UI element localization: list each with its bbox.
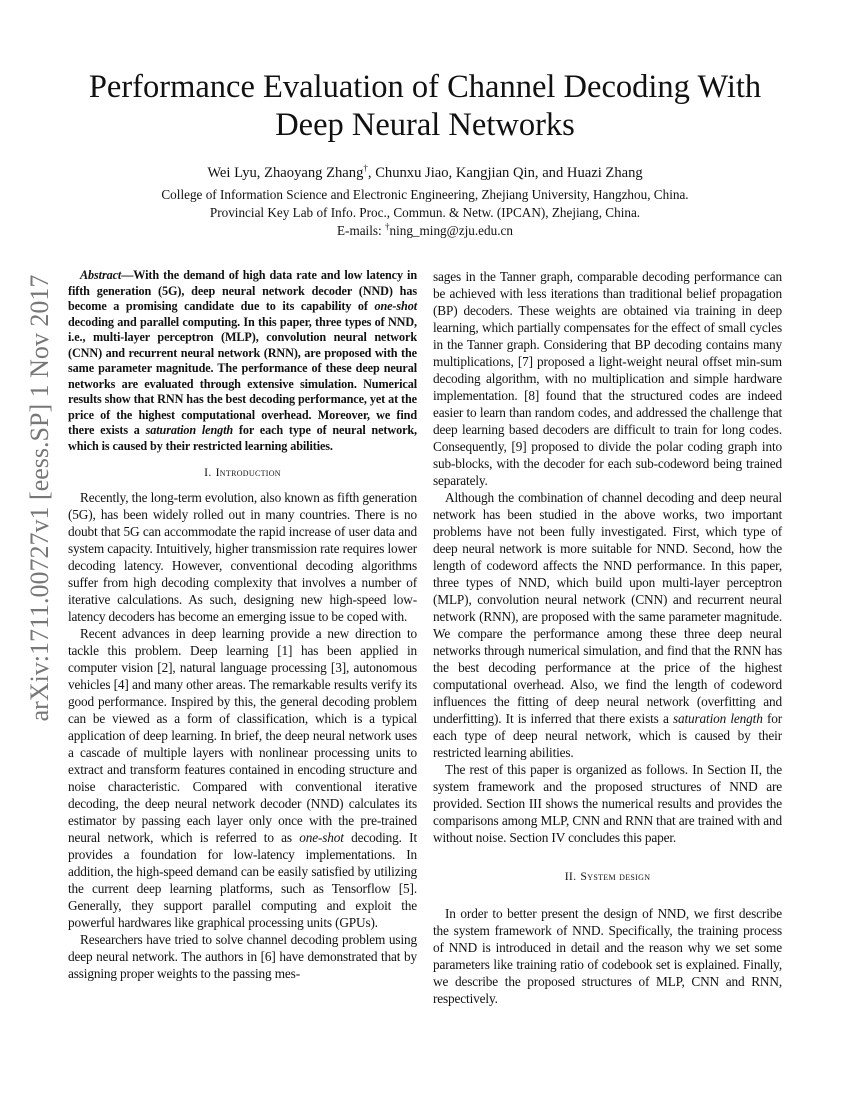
paper-title [40, 68, 810, 144]
email-address: ning_ming@zju.edu.cn [389, 223, 513, 238]
section-heading-introduction: I. Introduction [204, 465, 281, 479]
author-list: Wei Lyu, Zhaoyang Zhang†, Chunxu Jiao, Kangjian Qin, and Huazi Zhang [207, 163, 643, 181]
paper-title-line-2: Deep Neural Networks [275, 107, 575, 143]
paragraph: Recent advances in deep learning provide a new direction to tackle this problem. Deep learning [1] has been applied in computer vision [2], natural language processing [3], autonomous vehicles [4] and many other areas. The remarkable results verify its good performance. Inspired by this, the general decoding problem can be viewed as a form of classification, which is a typical application of deep learning. In brief, the deep neural network uses a cascade of multiple layers with nonlinear processing units to extract and transform features contained in encoding structure and noise characteristic. Compared with conventional iterative decoding, the deep neural network decoder (NND) calculates its estimator by passing each layer only once with the pre-trained neural network, which is referred to as one-shot decoding. It provides a foundation for low-latency implementations. In addition, the high-speed demand can be easily satisfied by utilizing the current deep learning platforms, such as Tensorflow [5]. Generally, they support parallel computing and exploit the powerful hardwares like graphical processing units (GPUs). [68, 626, 417, 930]
dagger-mark: † [384, 221, 390, 232]
paragraph: Recently, the long-term evolution, also known as fifth generation (5G), has been widely rolled out in many countries. There is no doubt that 5G can accommodate the rapid increase of user data and system capacity. Intuitively, higher transmission rate requires lower decoding latency. However, conventional decoding algorithms suffer from high decoding complexity that involves a number of iterative calculations. As such, designing new high-speed low-latency decoders has become an emerging issue to be coped with. [68, 490, 417, 624]
paragraph: Researchers have tried to solve channel decoding problem using deep neural network. The authors in [6] have demonstrated that by assigning proper weights to the passing mes- [68, 932, 417, 981]
section-heading-system-design: II. System design [564, 869, 651, 883]
abstract: Abstract—With the demand of high data rate and low latency in fifth generation (5G), deep neural network decoder (NND) has become a promising candidate due to its capability of one-shot decoding and parallel computing. In this paper, three types of NND, i.e., multi-layer perceptron (MLP), convolution neural network (CNN) and recurrent neural network (RNN), are proposed with the same parameter magnitude. The performance of these deep neural networks are evaluated through extensive simulation. Numerical results show that RNN has the best decoding performance, yet at the price of the highest computational overhead. Moreover, we find there exists a saturation length for each type of neural network, which is caused by their restricted learning abilities. [68, 268, 417, 453]
affiliation-2: Provincial Key Lab of Info. Proc., Commun. & Netw. (IPCAN), Zhejiang, China. [209, 205, 641, 220]
abstract-label: Abstract [80, 268, 122, 282]
paragraph: In order to better present the design of NND, we first describe the system framework of NND. Specifically, the training process of NND is introduced in detail and the reason why we set some parameters like training ratio of codebook set is explained. Finally, we describe the proposed structures of MLP, CNN and RNN, respectively. [433, 906, 782, 1006]
arxiv-watermark: arXiv:1711.00727v1 [eess.SP] 1 Nov 2017 [25, 274, 54, 722]
paragraph: The rest of this paper is organized as follows. In Section II, the system framework and the proposed structures of NND are provided. Section III shows the numerical results and provides the comparisons among MLP, CNN and RNN that are trained with and without noise. Section IV concludes this paper. [433, 762, 782, 845]
paper-title-line-1: Performance Evaluation of Channel Decoding With [88, 69, 762, 105]
dagger-mark: † [363, 163, 368, 174]
paragraph: sages in the Tanner graph, comparable decoding performance can be achieved with less iterations than traditional belief propagation (BP) decoders. These weights are obtained via training in deep learning, which partially compensates for the effect of small cycles in the Tanner graph. Considering that BP decoding contains many multiplications, [7] proposed a light-weight neural offset min-sum decoding algorithm, with no multiplication and simple hardware implementation. [8] found that the structured codes are indeed easier to learn than random codes, and addressed the challenge that deep learning based decoders are difficult to train for long codes. Consequently, [9] proposed to divide the polar coding graph into sub-blocks, with the decoder for each sub-codeword being trained separately. [433, 269, 782, 488]
affiliation-1: College of Information Science and Electronic Engineering, Zhejiang University, Hangzhou, China. [161, 187, 689, 202]
left-column [68, 268, 417, 982]
email-line: E-mails: †ning_ming@zju.edu.cn [337, 221, 513, 238]
paragraph: Although the combination of channel decoding and deep neural network has been studied in the above works, two important problems have not been fully investigated. First, which type of deep neural network is more suitable for NND. Second, how the length of codeword affects the NND performance. In this paper, three types of NND, which build upon multi-layer perceptron (MLP), convolution neural network (CNN) and recurrent neural network (RNN), are proposed with the same parameter magnitude. We compare the performance among these three deep neural networks through numerical simulation, and find that the RNN has the best decoding performance at the price of the highest computational overhead. Also, we find the length of codeword influences the fitting of deep neural network (overfitting and underfitting). It is inferred that there exists a saturation length for each type of deep neural network, which is caused by their restricted learning abilities. [433, 490, 782, 760]
right-column [433, 268, 782, 1007]
